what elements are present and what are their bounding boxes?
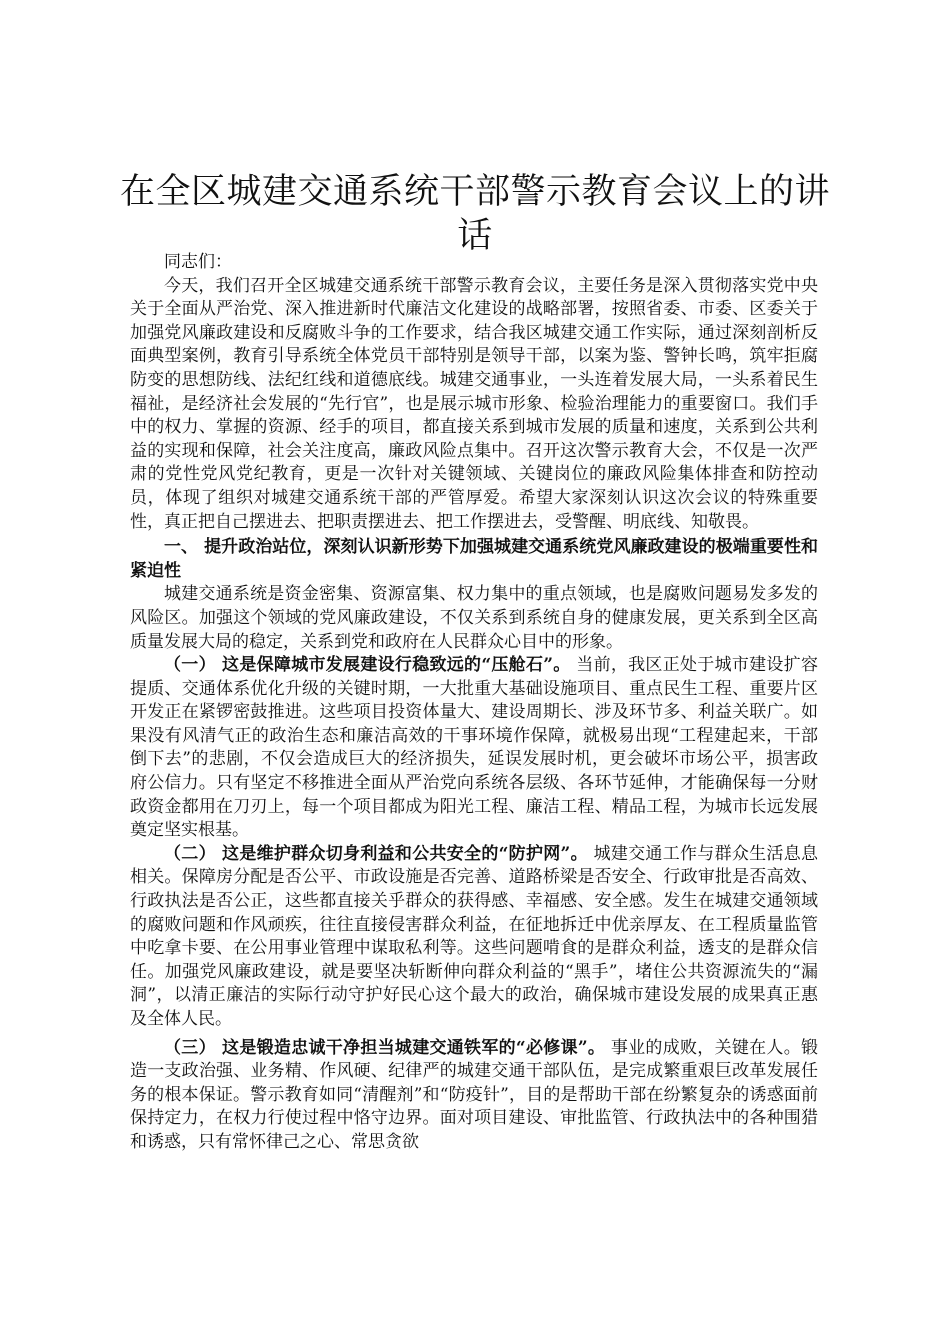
point-1-lead: （一） 这是保障城市发展建设行稳致远的“压舱石”。 (164, 655, 571, 676)
point-2-text: 城建交通工作与群众生活息息相关。保障房分配是否公平、市政设施是否完善、道路桥梁是否安全、行政审批是否高效、行政执法是否公正，这些都直接关乎群众的获得感、幸福感、安全感。发生在城建交通领域的腐败问题和作风顽疾，往往直接侵害群众利益，在征地拆迁中优亲厚友、在工程质量监管中吃拿卡要、在公用事业管理中谋取私利等。这些问题啃食的是群众利益，透支的是群众信任。加强党风廉政建设，就是要坚决斩断伸向群众利益的“黑手”，堵住公共资源流失的“漏洞”，以清正廉洁的实际行动守护好民心这个最大的政治，确保城市建设发展的成果真正惠及全体人民。 (130, 843, 818, 1029)
greeting: 同志们： (164, 252, 232, 272)
section-1-heading: 一、 提升政治站位，深刻认识新形势下加强城建交通系统党风廉政建设的极端重要性和紧迫性 (130, 537, 818, 581)
point-1-paragraph (130, 654, 818, 843)
point-2-lead: （二） 这是维护群众切身利益和公共安全的“防护网”。 (164, 843, 588, 864)
point-3-text: 事业的成败，关键在人。锻造一支政治强、业务精、作风硬、纪律严的城建交通干部队伍，是完成繁重艰巨改革发展任务的根本保证。警示教育如同“清醒剂”和“防疫针”，目的是帮助干部在纷繁复杂的诱惑面前保持定力，在权力行使过程中恪守边界。面对项目建设、审批监管、行政执法中的各种围猎和诱惑，只有常怀律己之心、常思贪欲 (130, 1037, 818, 1152)
section-1-paragraph: 城建交通系统是资金密集、资源富集、权力集中的重点领域，也是腐败问题易发多发的风险区。加强这个领域的党风廉政建设，不仅关系到系统自身的健康发展，更关系到全区高质量发展大局的稳定，关系到党和政府在人民群众心目中的形象。 (130, 584, 818, 652)
document-body (130, 251, 818, 1155)
point-3-lead: （三） 这是锻造忠诚干净担当城建交通铁军的“必修课”。 (164, 1037, 606, 1058)
point-3-paragraph (130, 1037, 818, 1155)
point-1-text: 当前，我区正处于城市建设扩容提质、交通体系优化升级的关键时期，一大批重大基础设施项目、重点民生工程、重要片区开发正在紧锣密鼓推进。这些项目投资体量大、建设周期长、涉及环节多、利益关联广。如果没有风清气正的政治生态和廉洁高效的干事环境作保障，就极易出现“工程建起来，干部倒下去”的悲剧，不仅会造成巨大的经济损失，延误发展时机，更会破坏市场公平，损害政府公信力。只有坚定不移推进全面从严治党向系统各层级、各环节延伸，才能确保每一分财政资金都用在刀刃上，每一个项目都成为阳光工程、廉洁工程、精品工程，为城市长远发展奠定坚实根基。 (130, 655, 819, 841)
point-2-paragraph (130, 843, 818, 1032)
document-title: 在全区城建交通系统干部警示教育会议上的讲话 (120, 172, 831, 256)
intro-paragraph: 今天，我们召开全区城建交通系统干部警示教育会议，主要任务是深入贯彻落实党中央关于全面从严治党、深入推进新时代廉洁文化建设的战略部署，按照省委、市委、区委关于加强党风廉政建设和反腐败斗争的工作要求，结合我区城建交通工作实际，通过深刻剖析反面典型案例，教育引导系统全体党员干部特别是领导干部，以案为鉴、警钟长鸣，筑牢拒腐防变的思想防线、法纪红线和道德底线。城建交通事业，一头连着发展大局，一头系着民生福祉，是经济社会发展的“先行官”，也是展示城市形象、检验治理能力的重要窗口。我们手中的权力、掌握的资源、经手的项目，都直接关系到城市发展的质量和速度，关系到公共利益的实现和保障，社会关注度高，廉政风险点集中。召开这次警示教育大会，不仅是一次严肃的党性党风党纪教育，更是一次针对关键领域、关键岗位的廉政风险集体排查和防控动员，体现了组织对城建交通系统干部的严管厚爱。希望大家深刻认识这次会议的特殊重要性，真正把自己摆进去、把职责摆进去、把工作摆进去，受警醒、明底线、知敬畏。 (130, 275, 818, 532)
